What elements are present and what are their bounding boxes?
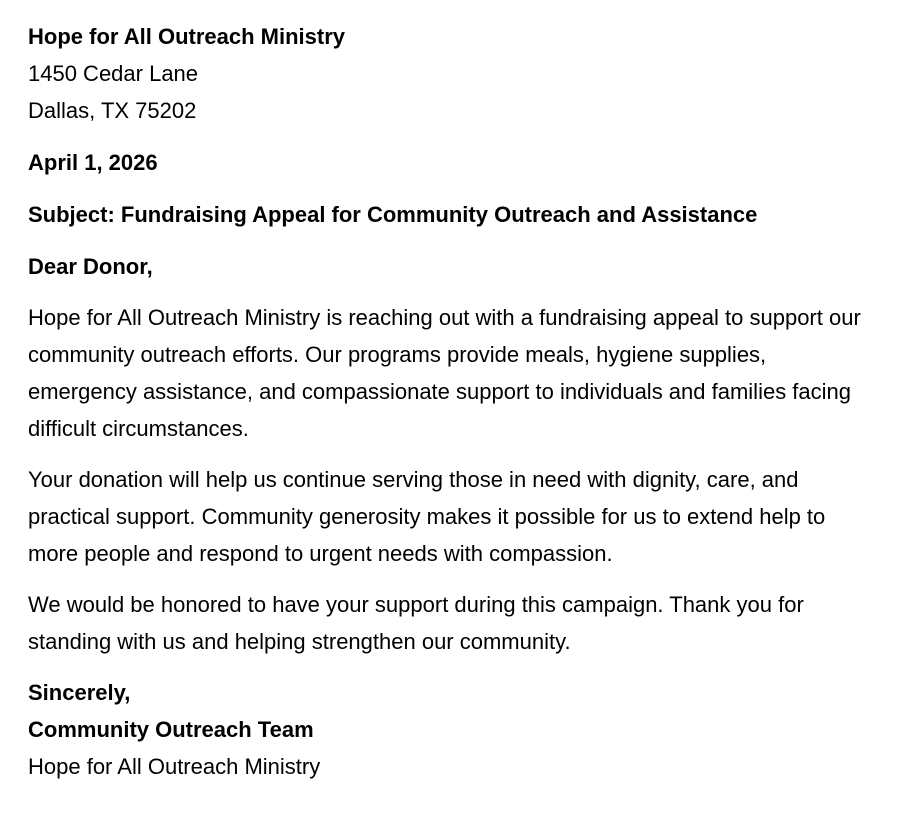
closing-valediction: Sincerely, <box>28 680 131 705</box>
sender-street: 1450 Cedar Lane <box>28 61 199 86</box>
letter-date: April 1, 2026 <box>28 150 158 175</box>
closing-organization: Hope for All Outreach Ministry <box>28 754 321 779</box>
letter-subject: Subject: Fundraising Appeal for Community Outreach and Assistance <box>28 202 758 227</box>
letter-salutation: Dear Donor, <box>28 254 153 279</box>
sender-name: Hope for All Outreach Ministry <box>28 24 346 49</box>
sender-address-block <box>28 18 872 129</box>
body-paragraph-1: Hope for All Outreach Ministry is reaching out with a fundraising appeal to support our community outreach efforts. Our programs provide meals, hygiene supplies, emergency assistance, and compassionate support to individuals and families facing difficult circumstances. <box>28 305 861 441</box>
sender-city-state-zip: Dallas, TX 75202 <box>28 98 197 123</box>
body-paragraph-3: We would be honored to have your support during this campaign. Thank you for standing with us and helping strengthen our community. <box>28 592 804 654</box>
closing-block <box>28 674 872 785</box>
body-paragraph-2: Your donation will help us continue serving those in need with dignity, care, and practical support. Community generosity makes it possible for us to extend help to more people and respond to urgent needs with compassion. <box>28 467 826 566</box>
closing-signer: Community Outreach Team <box>28 717 314 742</box>
